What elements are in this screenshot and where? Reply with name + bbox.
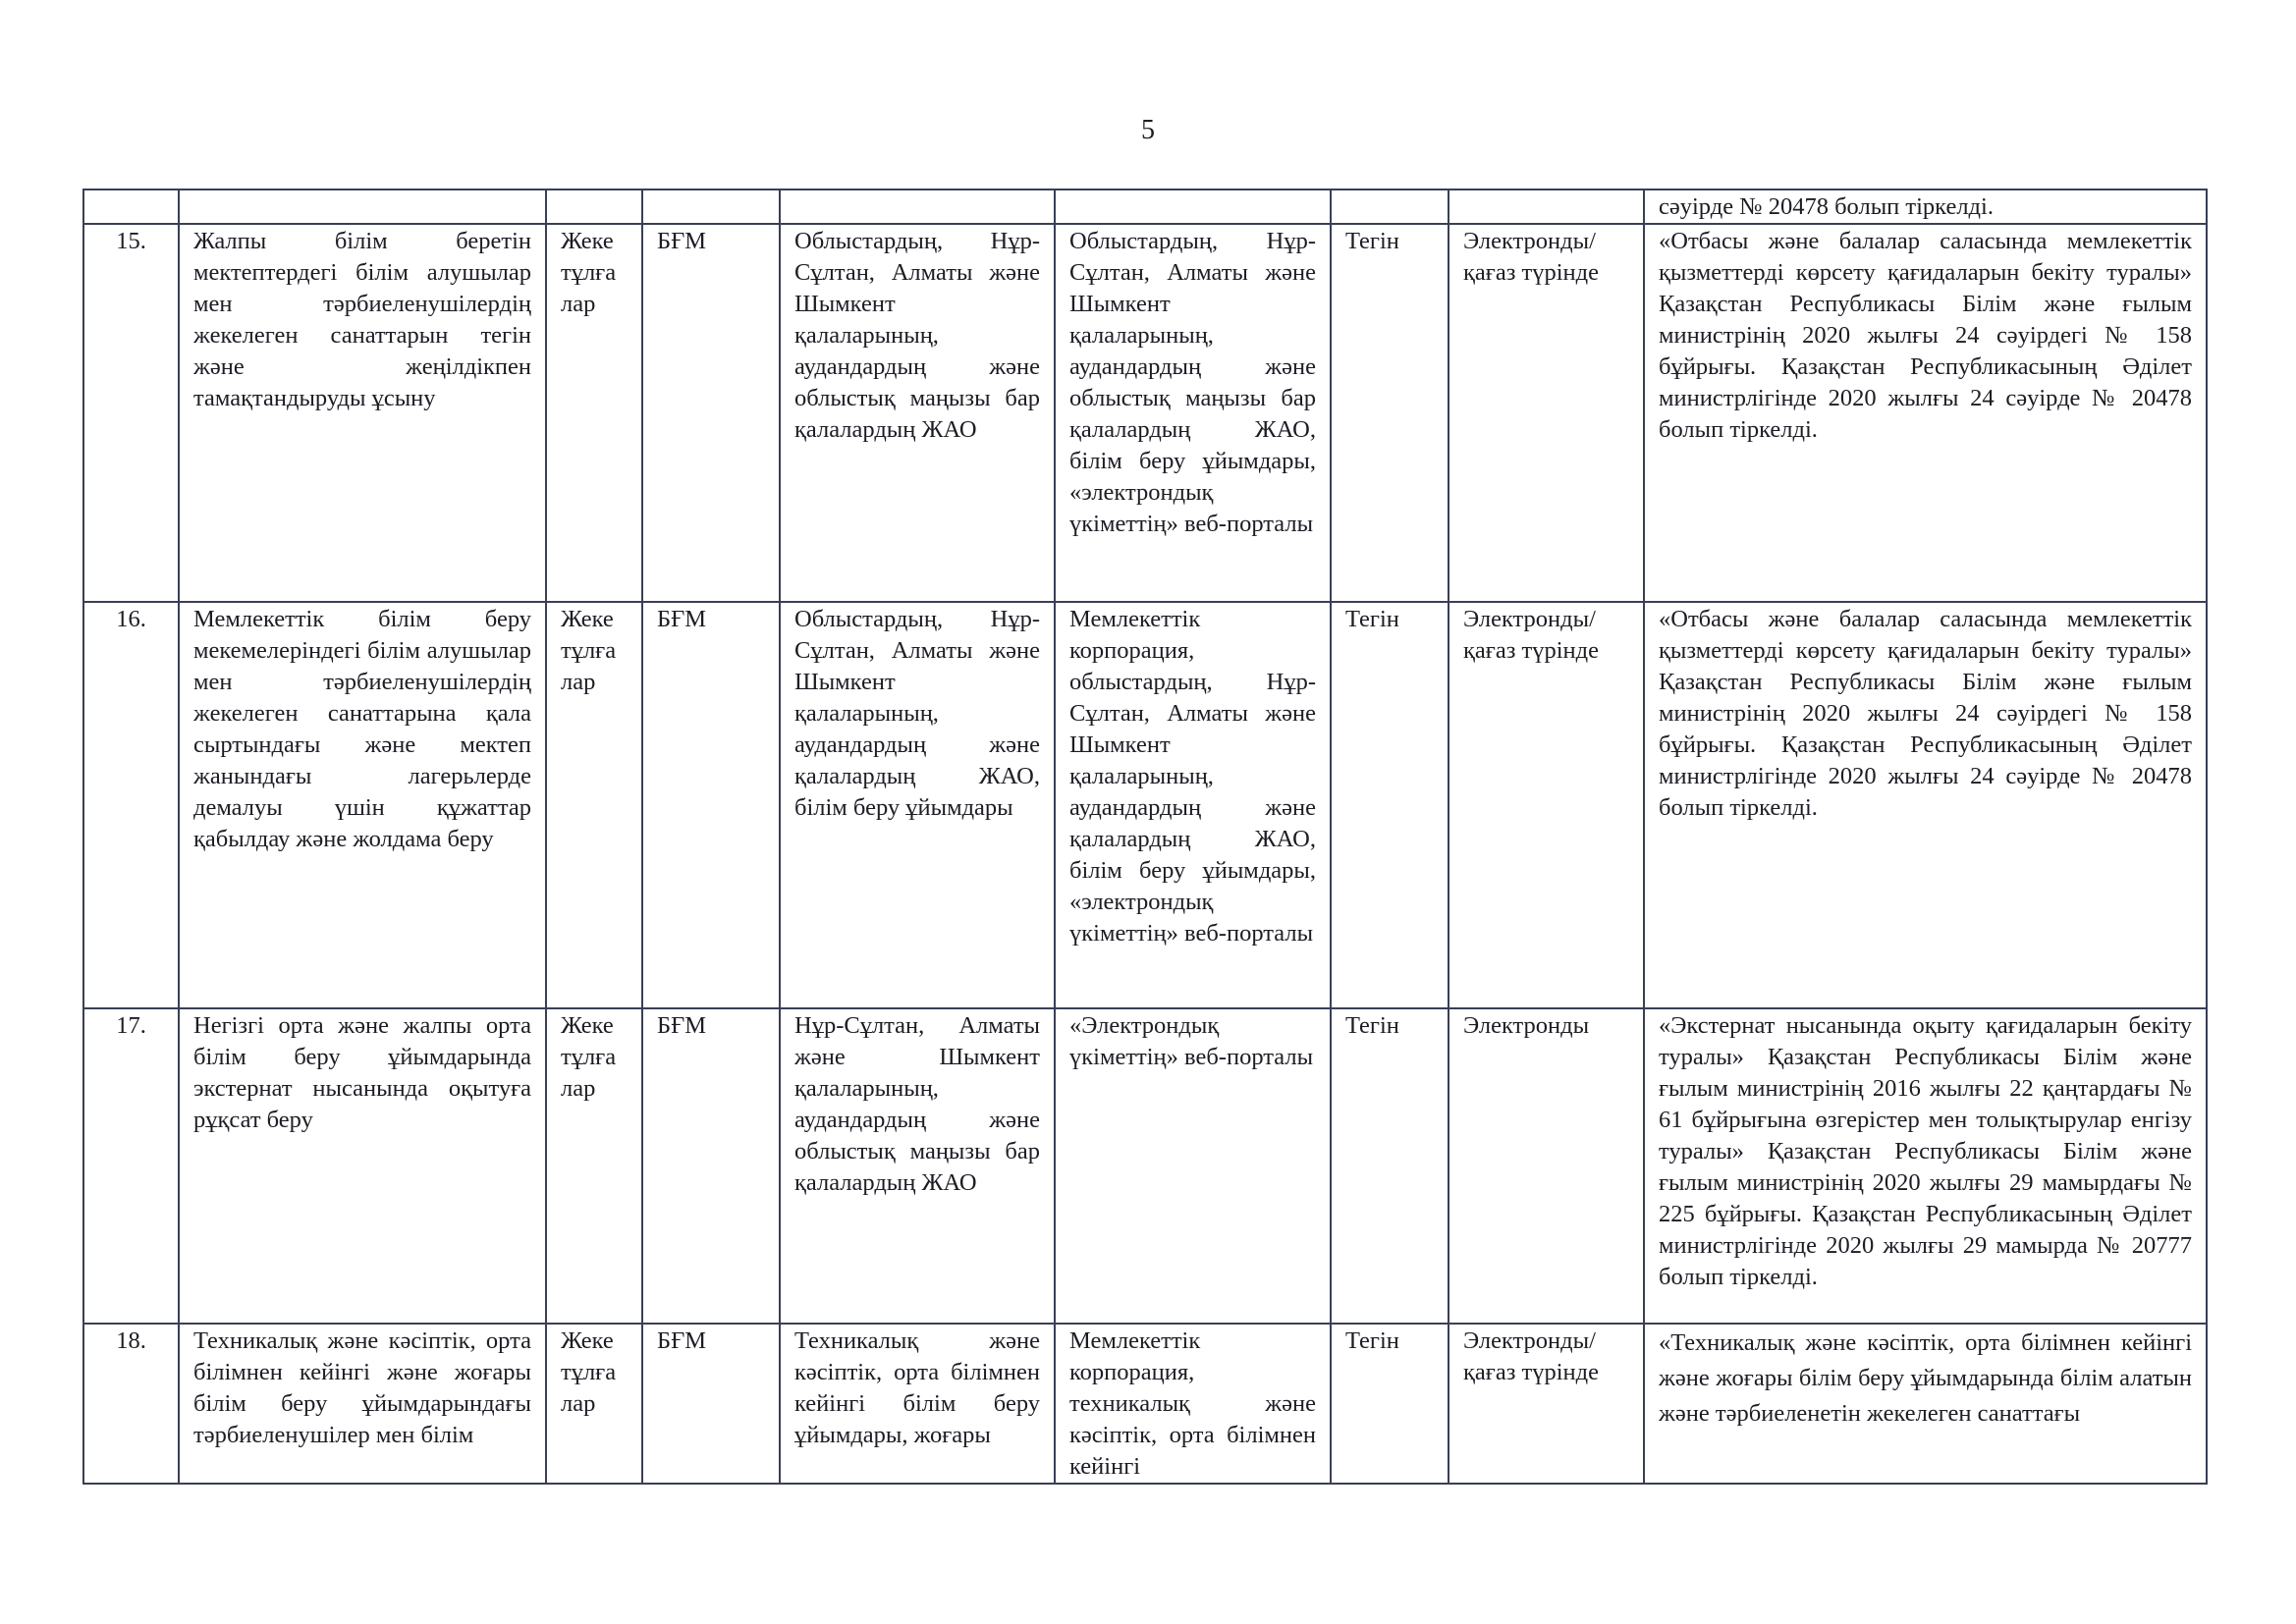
ministry: БҒМ	[642, 224, 780, 602]
continuation-cell-empty	[780, 189, 1055, 224]
ministry: БҒМ	[642, 1324, 780, 1484]
table-row	[83, 1324, 2207, 1484]
row-number: 17.	[83, 1008, 179, 1324]
ministry: БҒМ	[642, 1008, 780, 1324]
service-name: Жалпы білім беретін мектептердегі білім алушылар мен тәрбиеленушілердің жекелеген санаттарын тегін және жеңілдікпен тамақтандыруды ұсыну	[179, 224, 546, 602]
service-provider: Облыстардың, Нұр-Сұлтан, Алматы және Шымкент қалаларының, аудандардың және қалалардың ЖАО, білім беру ұйымдары	[780, 602, 1055, 1008]
row-number: 16.	[83, 602, 179, 1008]
row-number: 18.	[83, 1324, 179, 1484]
service-name: Негізгі орта және жалпы орта білім беру ұйымдарында экстернат нысанында оқытуға рұқсат беру	[179, 1008, 546, 1324]
delivery-form: Электронды/ қағаз түрінде	[1449, 224, 1644, 602]
continuation-cell-empty	[83, 189, 179, 224]
service-provider: Облыстардың, Нұр-Сұлтан, Алматы және Шымкент қалаларының, аудандардың және облыстық маңызы бар қалалардың ЖАО	[780, 224, 1055, 602]
table-row	[83, 1008, 2207, 1324]
application-channels: Мемлекеттік корпорация, облыстардың, Нұр-Сұлтан, Алматы және Шымкент қалаларының, аудандардың және қалалардың ЖАО, білім беру ұйымдары, «электрондық үкіметтің» веб-порталы	[1055, 602, 1331, 1008]
service-provider: Техникалық және кәсіптік, орта білімнен кейінгі білім беру ұйымдары, жоғары	[780, 1324, 1055, 1484]
row-number: 15.	[83, 224, 179, 602]
continuation-cell-empty	[179, 189, 546, 224]
legal-document: «Экстернат нысанында оқыту қағидаларын бекіту туралы» Қазақстан Республикасы Білім және ғылым министрінің 2016 жылғы 22 қаңтардағы № 61 бұйрығына өзгерістер мен толықтырулар енгізу туралы» Қазақстан Республикасы Білім және ғылым министрінің 2020 жылғы 29 мамырдағы № 225 бұйрығы. Қазақстан Республикасының Әділет министрлігінде 2020 жылғы 29 мамырда № 20777 болып тіркелді.	[1644, 1008, 2207, 1324]
application-channels: Облыстардың, Нұр-Сұлтан, Алматы және Шымкент қалаларының, аудандардың және облыстық маңызы бар қалалардың ЖАО, білім беру ұйымдары, «электрондық үкіметтің» веб-порталы	[1055, 224, 1331, 602]
recipient: Жеке тұлға лар	[546, 602, 642, 1008]
cost: Тегін	[1331, 224, 1449, 602]
cost: Тегін	[1331, 602, 1449, 1008]
recipient: Жеке тұлға лар	[546, 1324, 642, 1484]
service-name: Мемлекеттік білім беру мекемелеріндегі білім алушылар мен тәрбиеленушілердің жекелеген санаттарына қала сыртындағы және мектеп жанындағы лагерьлерде демалуы үшін құжаттар қабылдау және жолдама беру	[179, 602, 546, 1008]
ministry: БҒМ	[642, 602, 780, 1008]
table-row	[83, 602, 2207, 1008]
cost: Тегін	[1331, 1008, 1449, 1324]
cost: Тегін	[1331, 1324, 1449, 1484]
recipient: Жеке тұлға лар	[546, 1008, 642, 1324]
continuation-document-cell: сәуірде № 20478 болып тіркелді.	[1644, 189, 2207, 224]
service-name: Техникалық және кәсіптік, орта білімнен кейінгі және жоғары білім беру ұйымдарындағы тәрбиеленушілер мен білім	[179, 1324, 546, 1484]
continuation-cell-empty	[1055, 189, 1331, 224]
legal-document: «Отбасы және балалар саласында мемлекеттік қызметтерді көрсету қағидаларын бекіту туралы» Қазақстан Республикасы Білім және ғылым министрінің 2020 жылғы 24 сәуірдегі № 158 бұйрығы. Қазақстан Республикасының Әділет министрлігінде 2020 жылғы 24 сәуірде № 20478 болып тіркелді.	[1644, 602, 2207, 1008]
delivery-form: Электронды/ қағаз түрінде	[1449, 602, 1644, 1008]
legal-document: «Техникалық және кәсіптік, орта білімнен кейінгі және жоғары білім беру ұйымдарында білім алатын және тәрбиеленетін жекелеген санаттағы	[1644, 1324, 2207, 1484]
recipient: Жеке тұлға лар	[546, 224, 642, 602]
public-services-table	[82, 189, 2208, 1485]
delivery-form: Электронды	[1449, 1008, 1644, 1324]
legal-document: «Отбасы және балалар саласында мемлекеттік қызметтерді көрсету қағидаларын бекіту туралы» Қазақстан Республикасы Білім және ғылым министрінің 2020 жылғы 24 сәуірдегі № 158 бұйрығы. Қазақстан Республикасының Әділет министрлігінде 2020 жылғы 24 сәуірде № 20478 болып тіркелді.	[1644, 224, 2207, 602]
delivery-form: Электронды/ қағаз түрінде	[1449, 1324, 1644, 1484]
service-provider: Нұр-Сұлтан, Алматы және Шымкент қалаларының, аудандардың және облыстық маңызы бар қалалардың ЖАО	[780, 1008, 1055, 1324]
application-channels: «Электрондық үкіметтің» веб-порталы	[1055, 1008, 1331, 1324]
page-number: 5	[1141, 115, 1155, 145]
continuation-cell-empty	[546, 189, 642, 224]
table-row	[83, 224, 2207, 602]
continuation-cell-empty	[1331, 189, 1449, 224]
application-channels: Мемлекеттік корпорация, техникалық және кәсіптік, орта білімнен кейінгі	[1055, 1324, 1331, 1484]
continuation-cell-empty	[642, 189, 780, 224]
continuation-cell-empty	[1449, 189, 1644, 224]
continuation-row	[83, 189, 2207, 224]
